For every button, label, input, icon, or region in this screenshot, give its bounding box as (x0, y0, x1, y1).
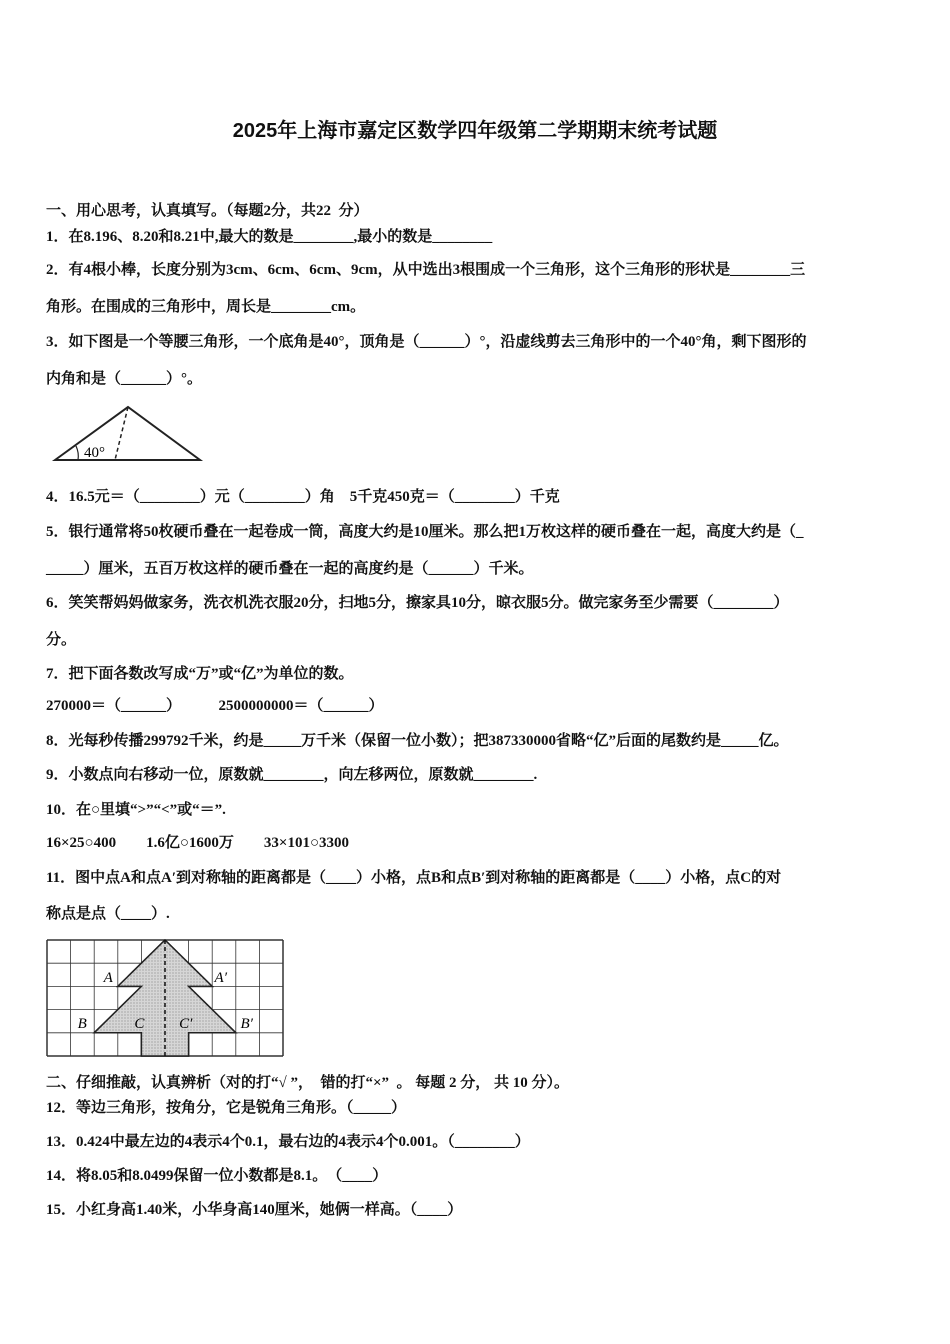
question-15: 15．小红身高1.40米，小华身高140厘米，她俩一样高。（____） (46, 1202, 463, 1218)
section1-heading: 一、用心思考，认真填写。（每题2分，共22 分） (46, 203, 369, 219)
angle-label: 40° (84, 445, 105, 461)
question-4: 4．16.5元＝（________）元（________）角 5千克450克＝（________）千克 (46, 489, 560, 505)
question-3-line2: 内角和是（______）°。 (46, 371, 202, 387)
question-1: 1．在8.196、8.20和8.21中,最大的数是________,最小的数是________ (46, 229, 493, 245)
question-10: 10．在○里填“>”“<”或“＝”. (46, 802, 226, 818)
question-9: 9．小数点向右移动一位，原数就________，向左移两位，原数就________. (46, 767, 538, 783)
question-5-line1: 5．银行通常将50枚硬币叠在一起卷成一筒，高度大约是10厘米。那么把1万枚这样的硬币叠在一起，高度大约是（_ (46, 524, 804, 540)
section2-heading: 二、仔细推敲，认真辨析（对的打“√ ”， 错的打“×” 。 每题 2 分， 共 10 分）。 (46, 1075, 570, 1091)
page-title: 2025年上海市嘉定区数学四年级第二学期期末统考试题 (232, 120, 718, 142)
question-2-line2: 角形。在围成的三角形中，周长是________cm。 (46, 299, 366, 315)
question-6-line1: 6．笑笑帮妈妈做家务，洗衣机洗衣服20分，扫地5分，擦家具10分，晾衣服5分。做完家务至少需要（________） (46, 595, 789, 611)
isosceles-triangle-figure (50, 400, 210, 466)
symmetry-tree-figure (46, 939, 286, 1059)
point-b-label: B (77, 1016, 87, 1033)
question-11-line2: 称点是点（____）. (46, 906, 170, 922)
point-c-prime-label: C′ (179, 1016, 193, 1033)
question-13: 13．0.424中最左边的4表示4个0.1，最右边的4表示4个0.001。（________） (46, 1134, 530, 1150)
question-10-items: 16×25○400 1.6亿○1600万 33×101○3300 (46, 835, 350, 851)
question-5-line2: _____）厘米，五百万枚这样的硬币叠在一起的高度约是（______）千米。 (46, 561, 534, 577)
question-7: 7．把下面各数改写成“万”或“亿”为单位的数。 (46, 666, 354, 682)
point-a-label: A (103, 969, 113, 986)
point-c-label: C (134, 1016, 145, 1033)
question-11-line1: 11．图中点A和点A′到对称轴的距离都是（____）小格，点B和点B′到对称轴的距离都是（____）小格，点C的对 (46, 870, 782, 886)
question-6-line2: 分。 (46, 632, 77, 648)
point-b-prime-label: B′ (240, 1016, 253, 1033)
question-8: 8．光每秒传播299792千米，约是_____万千米（保留一位小数）；把387330000省略“亿”后面的尾数约是_____亿。 (46, 733, 789, 749)
question-2-line1: 2．有4根小棒，长度分别为3cm、6cm、6cm、9cm，从中选出3根围成一个三角形，这个三角形的形状是________三 (46, 262, 806, 278)
question-3-line1: 3．如下图是一个等腰三角形，一个底角是40°，顶角是（______）°，沿虚线剪去三角形中的一个40°角，剩下图形的 (46, 334, 807, 350)
point-a-prime-label: A′ (214, 969, 228, 986)
question-12: 12．等边三角形，按角分，它是锐角三角形。（_____） (46, 1100, 407, 1116)
question-7-items: 270000＝（______） 2500000000＝（______） (46, 698, 384, 714)
question-14: 14．将8.05和8.0499保留一位小数都是8.1。 （____） (46, 1168, 388, 1184)
